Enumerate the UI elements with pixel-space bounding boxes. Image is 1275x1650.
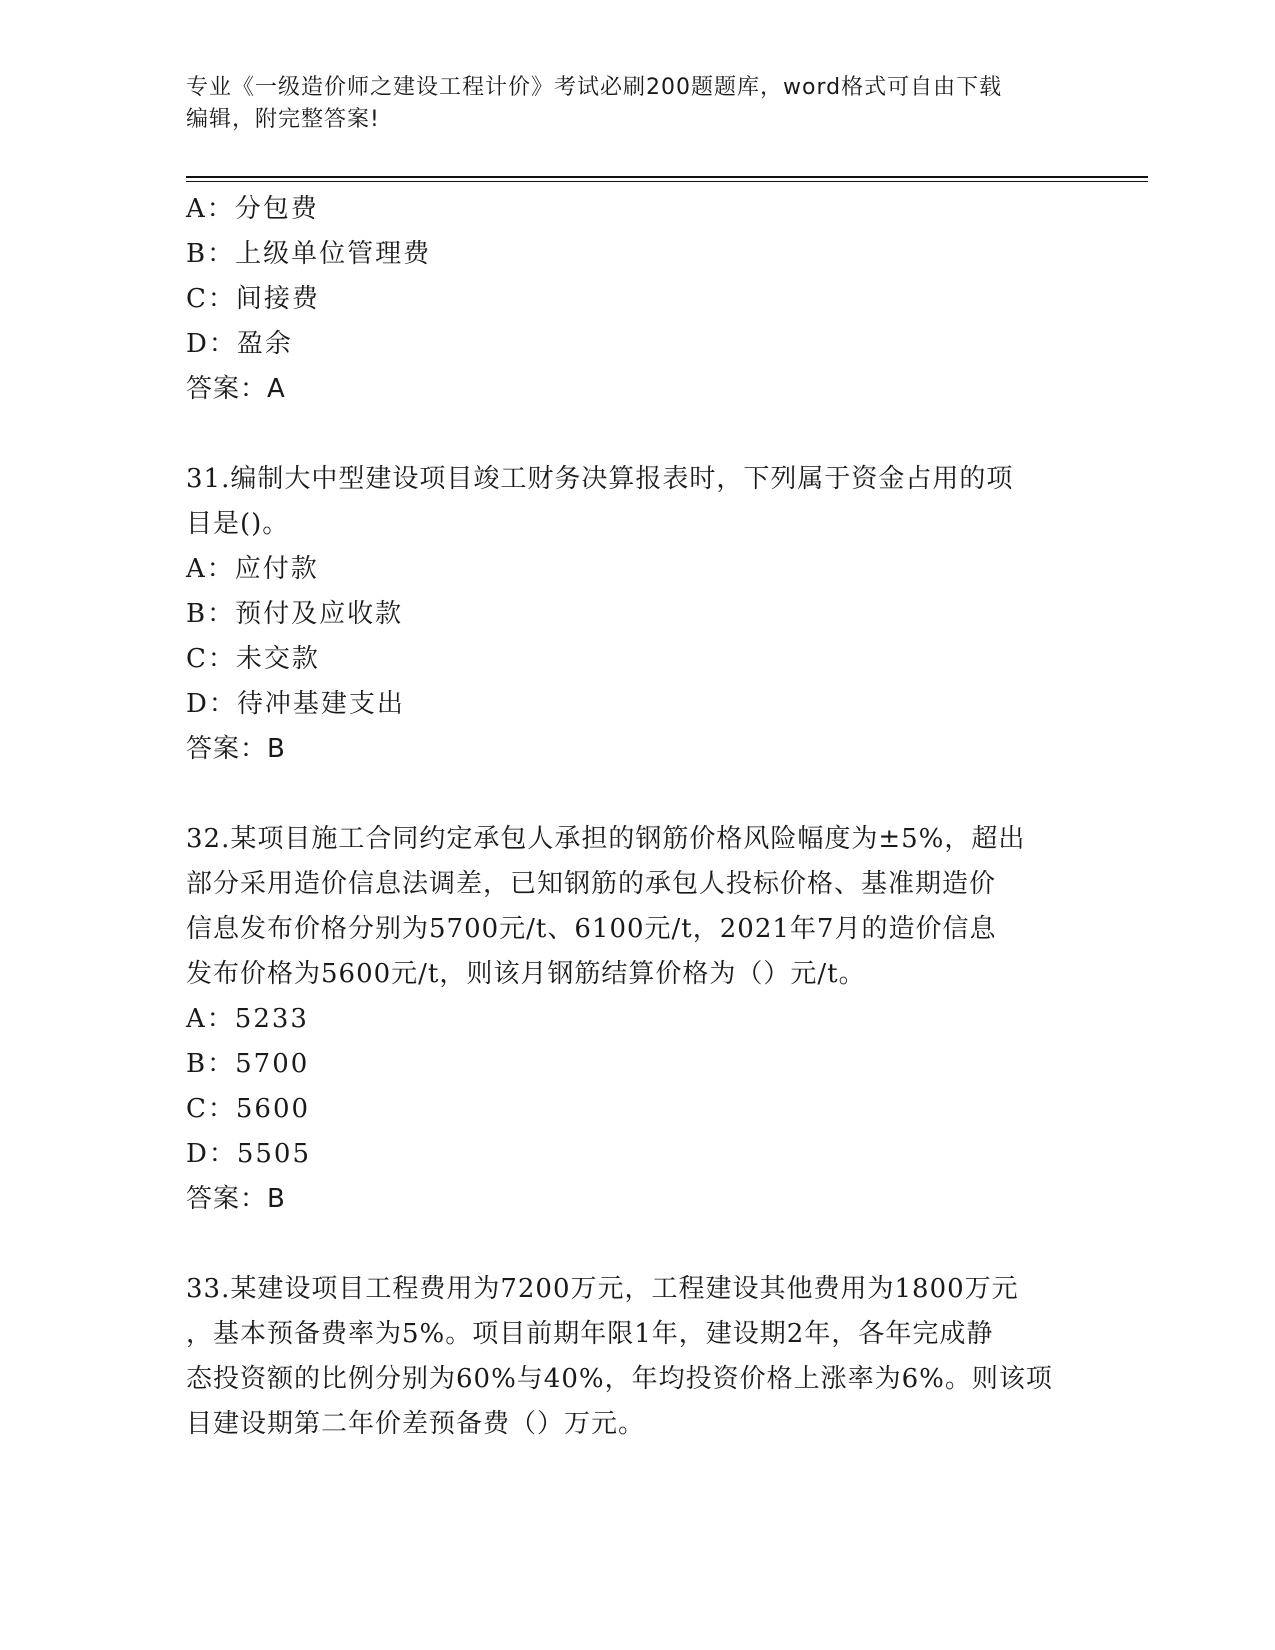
stem-line: 信息发布价格分别为5700元/t、6100元/t，2021年7月的造价信息 <box>186 914 997 944</box>
header-line-1: 专业《一级造价师之建设工程计价》考试必刷200题题库，word格式可自由下载 <box>186 75 1003 100</box>
header-divider-thick <box>186 176 1148 178</box>
header-divider-thin <box>186 181 1148 182</box>
option-c: C：5600 <box>186 1094 311 1124</box>
stem-line: 32.某项目施工合同约定承包人承担的钢筋价格风险幅度为±5%，超出 <box>186 824 1026 854</box>
option-d: D：5505 <box>186 1139 312 1169</box>
question-stem <box>186 817 1086 997</box>
option-a: A：分包费 <box>186 194 319 224</box>
option-b: B：5700 <box>186 1049 310 1079</box>
question-block-prev <box>186 187 1086 412</box>
option-b: B：上级单位管理费 <box>186 239 432 269</box>
option-d: D：待冲基建支出 <box>186 689 405 719</box>
question-block-33 <box>186 1267 1086 1447</box>
answer: 答案：B <box>186 1184 286 1214</box>
stem-line: 部分采用造价信息法调差，已知钢筋的承包人投标价格、基准期造价 <box>186 869 997 899</box>
stem-line: 态投资额的比例分别为60%与40%，年均投资价格上涨率为6%。则该项 <box>186 1364 1053 1394</box>
answer: 答案：A <box>186 374 286 404</box>
option-c: C：间接费 <box>186 284 320 314</box>
stem-line: 33.某建设项目工程费用为7200万元，工程建设其他费用为1800万元 <box>186 1274 1019 1304</box>
header-line-2: 编辑，附完整答案! <box>186 107 380 132</box>
option-b: B：预付及应收款 <box>186 599 404 629</box>
stem-line: 目是()。 <box>186 509 290 539</box>
answer: 答案：B <box>186 734 286 764</box>
stem-line: 31.编制大中型建设项目竣工财务决算报表时，下列属于资金占用的项 <box>186 464 1014 494</box>
option-d: D：盈余 <box>186 329 293 359</box>
question-stem <box>186 457 1086 547</box>
option-a: A：5233 <box>186 1004 309 1034</box>
option-a: A：应付款 <box>186 554 319 584</box>
question-block-32 <box>186 817 1086 1222</box>
question-block-31 <box>186 457 1086 772</box>
stem-line: 目建设期第二年价差预备费（）万元。 <box>186 1409 646 1439</box>
option-c: C：未交款 <box>186 644 320 674</box>
stem-line: 发布价格为5600元/t，则该月钢筋结算价格为（）元/t。 <box>186 959 866 989</box>
question-stem <box>186 1267 1086 1447</box>
stem-line: ，基本预备费率为5%。项目前期年限1年，建设期2年，各年完成静 <box>186 1319 994 1349</box>
document-header <box>186 72 1066 136</box>
document-body <box>186 187 1086 1447</box>
